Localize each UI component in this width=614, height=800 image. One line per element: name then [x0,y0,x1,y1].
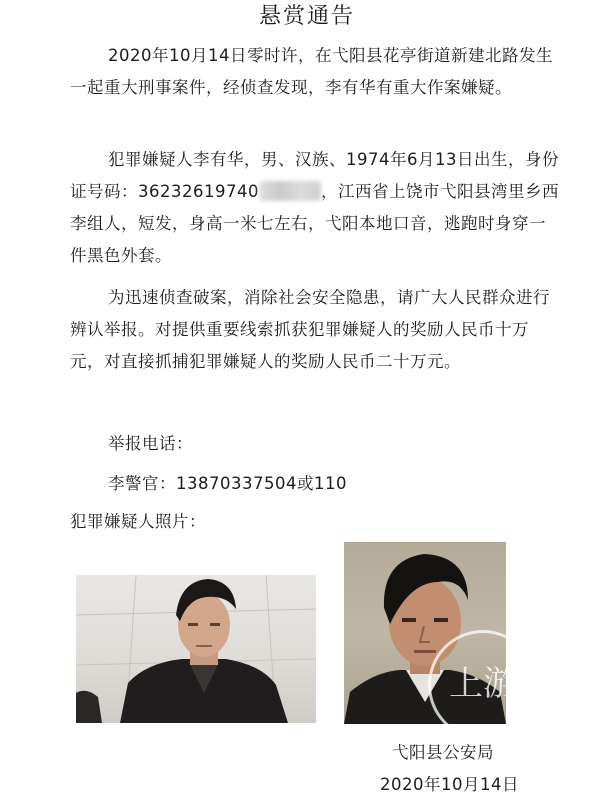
suspect-photo-surveillance [76,575,316,723]
id-number-blur [259,181,321,201]
suspect-photos-label: 犯罪嫌疑人照片： [70,512,206,531]
notice-paragraph-case: 2020年10月14日零时许，在弋阳县花亭街道新建北路发生一起重大刑事案件，经侦查发现，李有华有重大作案嫌疑。 [70,46,553,97]
watermark-logo-icon [431,633,535,737]
watermark-logo [428,630,538,740]
notice-title: 悬赏通告 [258,4,355,29]
report-contact: 李警官：13870337504或110 [108,474,347,493]
notice-paragraph-suspect [70,144,560,272]
report-phone-label: 举报电话： [108,434,193,453]
watermark-logo-text: 上游 [449,664,517,704]
issue-date: 2020年10月14日 [380,775,519,794]
suspect-description-text: ，江西省上饶市弋阳县湾里乡西李组人，短发，身高一米七左右，弋阳本地口音，逃跑时身穿一件黑色外套。 [70,182,559,265]
issuer-name: 弋阳县公安局 [392,743,494,762]
surveillance-illustration [76,575,316,723]
suspect-info-text: 犯罪嫌疑人李有华，男、汉族、1974年6月13日出生，身份证号码：3623261974 [70,150,559,201]
notice-paragraph-reward: 为迅速侦查破案，消除社会安全隐患，请广大人民群众进行辨认举报。对提供重要线索抓获犯罪嫌疑人的奖励人民币十万元，对直接抓捕犯罪嫌疑人的奖励人民币二十万元。 [70,288,550,371]
id-number-partial: 0 [247,182,259,201]
